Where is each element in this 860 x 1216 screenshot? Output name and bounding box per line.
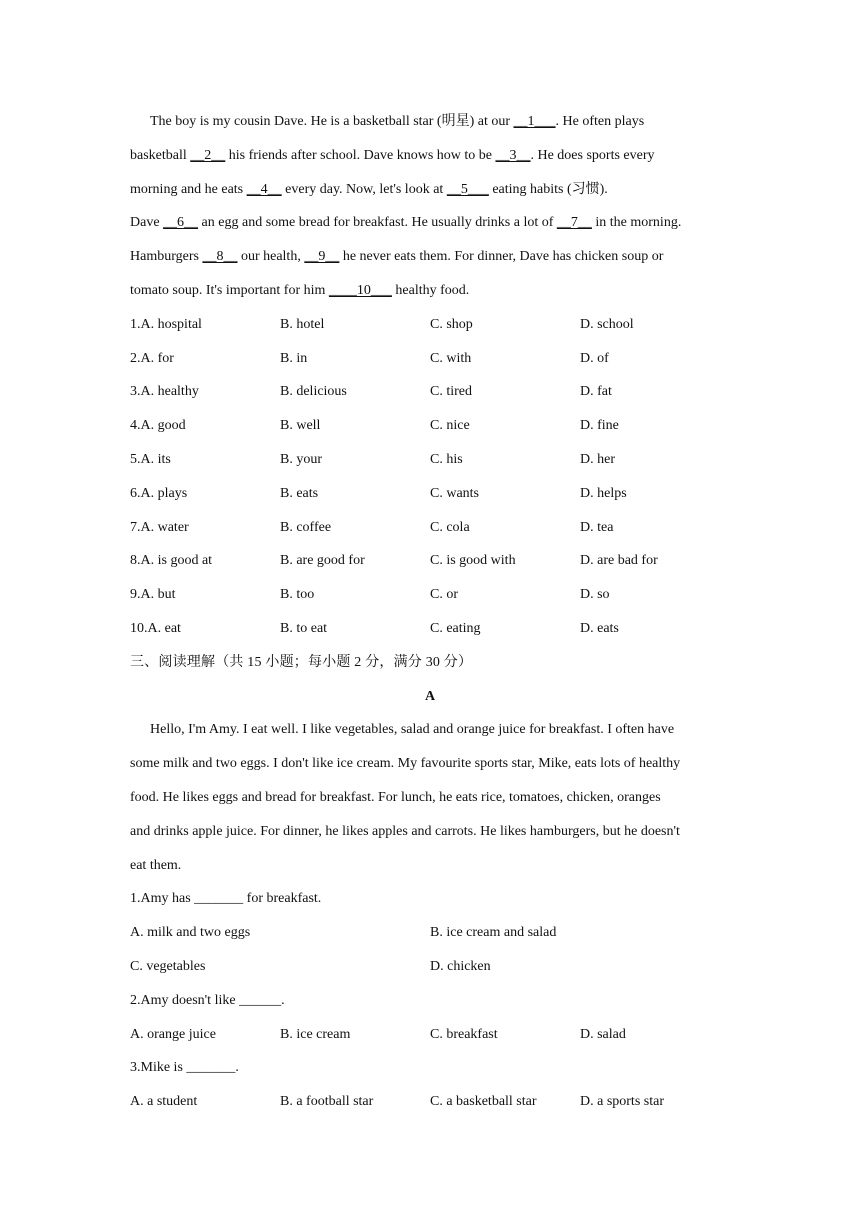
passage-line: food. He likes eggs and bread for breakfast. For lunch, he eats rice, tomatoes, chicken, oranges: [130, 789, 661, 805]
option: C. vegetables: [130, 958, 206, 974]
passage-line: eat them.: [130, 857, 182, 873]
option: A. orange juice: [130, 1026, 216, 1042]
option: C. tired: [430, 384, 472, 400]
option: D. her: [580, 451, 615, 467]
cloze-line: [130, 274, 730, 308]
cloze-text: every day. Now, let's look at: [281, 181, 447, 197]
option: B. hotel: [280, 316, 325, 332]
cloze-options: [130, 308, 730, 646]
option-row: [130, 477, 730, 511]
option-row: [130, 612, 730, 646]
option: C. his: [430, 451, 463, 467]
question-1-options-row-2: [130, 950, 730, 984]
cloze-line: [130, 206, 730, 240]
option: B. are good for: [280, 553, 365, 569]
option: B. eats: [280, 485, 319, 501]
cloze-line: [130, 173, 730, 207]
option: B. delicious: [280, 384, 347, 400]
option: D. fine: [580, 418, 619, 434]
option: B. your: [280, 451, 322, 467]
option: C. wants: [430, 485, 479, 501]
cloze-text: healthy food.: [391, 282, 470, 298]
cloze-line: [130, 139, 730, 173]
option: D. helps: [580, 485, 627, 501]
option: C. a basketball star: [430, 1094, 537, 1110]
question-1-options-row-1: [130, 916, 730, 950]
option: C. cola: [430, 519, 470, 535]
option: 9.A. but: [130, 587, 176, 603]
option: 5.A. its: [130, 451, 171, 467]
option: 7.A. water: [130, 519, 189, 535]
blank: __4__: [246, 181, 282, 197]
blank: __6__: [163, 215, 199, 231]
cloze-text: Dave: [130, 215, 164, 231]
option: 3.A. healthy: [130, 384, 199, 400]
option-row: [130, 544, 730, 578]
cloze-text: . He does sports every: [530, 147, 655, 163]
cloze-text: in the morning.: [591, 215, 682, 231]
question-2-stem: 2.Amy doesn't like ______.: [130, 992, 285, 1008]
cloze-line: [130, 240, 730, 274]
option: D. school: [580, 316, 634, 332]
option: B. well: [280, 418, 321, 434]
option: C. is good with: [430, 553, 516, 569]
passage-line: and drinks apple juice. For dinner, he likes apples and carrots. He likes hamburgers, but he doesn't: [130, 823, 680, 839]
option: B. coffee: [280, 519, 332, 535]
option: D. so: [580, 587, 610, 603]
option: C. shop: [430, 316, 473, 332]
passage-line: Hello, I'm Amy. I eat well. I like vegetables, salad and orange juice for breakfast. I often have: [150, 722, 675, 738]
option: 2.A. for: [130, 350, 174, 366]
blank: __3__: [495, 147, 531, 163]
option-row: [130, 409, 730, 443]
option: 10.A. eat: [130, 620, 181, 636]
cloze-text: Hamburgers: [130, 249, 203, 265]
cloze-text: tomato soup. It's important for him: [130, 282, 329, 298]
option: 6.A. plays: [130, 485, 188, 501]
option: B. in: [280, 350, 308, 366]
option: C. eating: [430, 620, 481, 636]
option: A. milk and two eggs: [130, 925, 251, 941]
cloze-text: . He often plays: [555, 114, 645, 129]
option: B. ice cream: [280, 1026, 351, 1042]
cloze-passage: [130, 105, 730, 308]
option: A. a student: [130, 1094, 198, 1110]
option-row: [130, 511, 730, 545]
question-1-stem: 1.Amy has _______ for breakfast.: [130, 891, 322, 907]
cloze-text: basketball: [130, 147, 191, 163]
option: B. a football star: [280, 1094, 374, 1110]
blank: ____10___: [328, 282, 392, 298]
cloze-text: he never eats them. For dinner, Dave has chicken soup or: [339, 249, 664, 265]
question-3-options: [130, 1085, 730, 1119]
section-heading: 三、阅读理解（共 15 小题；每小题 2 分，满分 30 分）: [130, 654, 473, 670]
blank: __8__: [202, 249, 238, 265]
option-row: [130, 578, 730, 612]
option: D. a sports star: [580, 1094, 664, 1110]
option: 1.A. hospital: [130, 316, 202, 332]
cloze-text: an egg and some bread for breakfast. He usually drinks a lot of: [198, 215, 557, 231]
option: C. nice: [430, 418, 470, 434]
cloze-text: our health,: [237, 249, 305, 265]
question-2-options: [130, 1018, 730, 1052]
option-row: [130, 443, 730, 477]
option: D. chicken: [430, 958, 491, 974]
option: C. with: [430, 350, 472, 366]
option: D. salad: [580, 1026, 626, 1042]
blank: __9__: [304, 249, 340, 265]
option: D. fat: [580, 384, 612, 400]
passage-line: some milk and two eggs. I don't like ice cream. My favourite sports star, Mike, eats lots of healthy: [130, 756, 681, 772]
question-3-stem: 3.Mike is _______.: [130, 1060, 239, 1076]
option: B. too: [280, 587, 315, 603]
option: B. ice cream and salad: [430, 925, 557, 941]
document-page: [130, 105, 730, 1119]
option: D. tea: [580, 519, 614, 535]
option-row: [130, 375, 730, 409]
option-row: [130, 308, 730, 342]
option: D. eats: [580, 620, 619, 636]
option: D. of: [580, 350, 609, 366]
blank: __7__: [556, 215, 592, 231]
passage-label: A: [424, 688, 436, 704]
option: D. are bad for: [580, 553, 658, 569]
option: C. or: [430, 587, 458, 603]
option-row: [130, 342, 730, 376]
reading-passage: [130, 713, 730, 882]
blank: __2__: [190, 147, 226, 163]
cloze-line: [130, 105, 730, 139]
option: B. to eat: [280, 620, 328, 636]
option: 8.A. is good at: [130, 553, 213, 569]
blank: __1___: [513, 114, 556, 129]
cloze-text: The boy is my cousin Dave. He is a basketball star (明星) at our: [150, 114, 514, 129]
option: C. breakfast: [430, 1026, 498, 1042]
cloze-text: eating habits (习惯).: [488, 181, 608, 197]
option: 4.A. good: [130, 418, 186, 434]
cloze-text: morning and he eats: [130, 181, 247, 197]
blank: __5___: [446, 181, 489, 197]
cloze-text: his friends after school. Dave knows how to be: [225, 147, 496, 163]
